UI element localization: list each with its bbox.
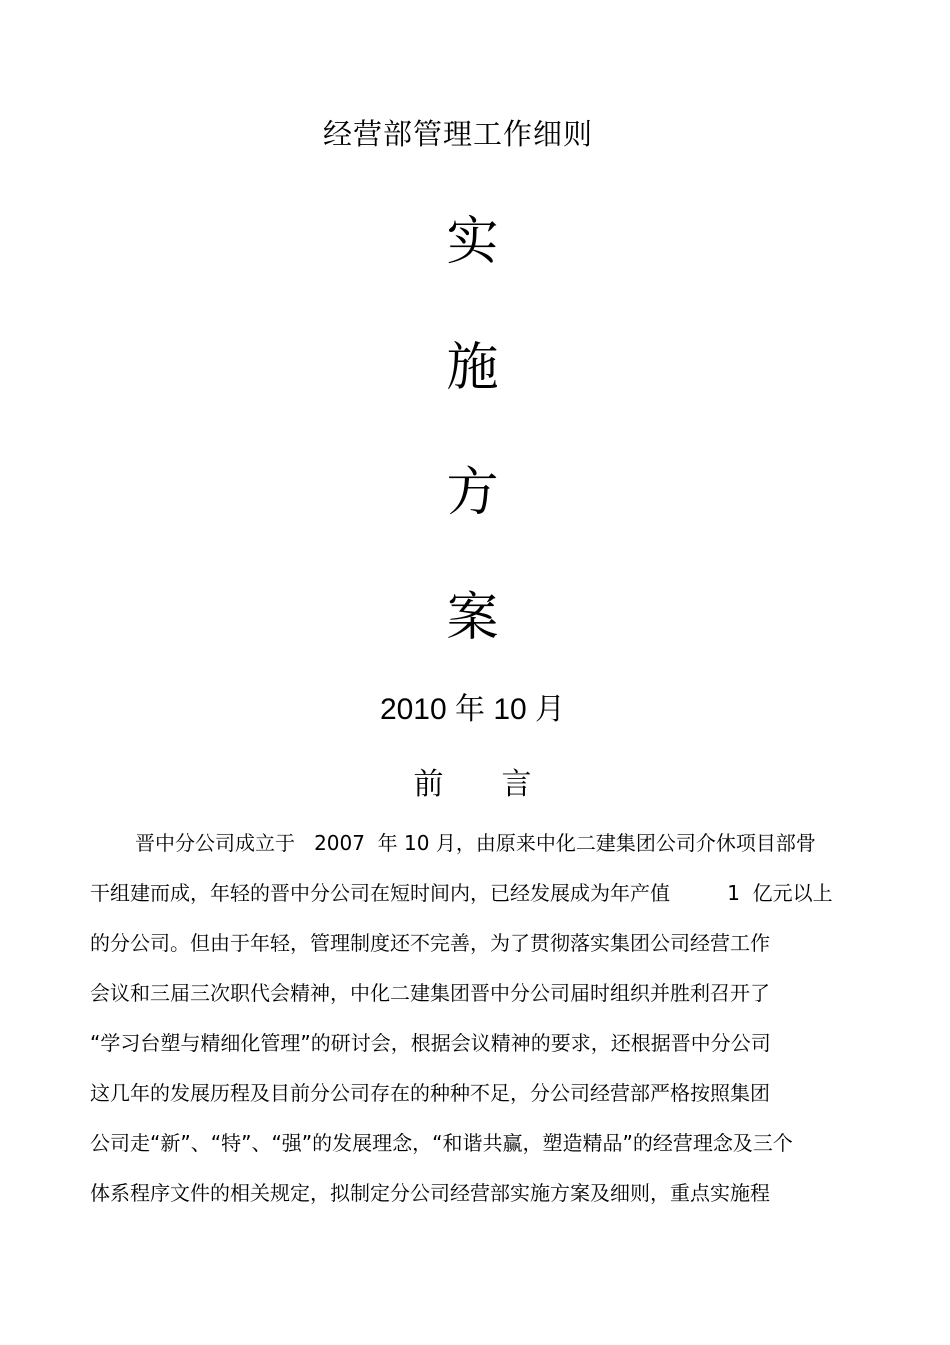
title-char-3: 方 xyxy=(446,463,499,523)
preface-line-1: 晋中分公司成立于 2007 年 10 月，由原来中化二建集团公司介休项目部骨 xyxy=(135,831,816,855)
title-char-1: 实 xyxy=(446,212,499,272)
preface-line-8: 体系程序文件的相关规定，拟制定分公司经营部实施方案及细则，重点实施程 xyxy=(90,1181,770,1205)
title-char-2: 施 xyxy=(446,338,499,398)
preface-line-6: 这几年的发展历程及目前分公司存在的种种不足，分公司经营部严格按照集团 xyxy=(90,1081,770,1105)
preface-heading xyxy=(0,764,945,806)
preface-line-5: “学习台塑与精细化管理”的研讨会，根据会议精神的要求，还根据晋中分公司 xyxy=(90,1031,771,1055)
preface-line-7: 公司走“新”、“特”、“强”的发展理念，“和谐共赢，塑造精品”的经营理念及三个 xyxy=(90,1131,793,1155)
document-date: 2010 年 10 月 xyxy=(379,693,566,726)
title-char-4: 案 xyxy=(446,588,499,648)
preface-heading-char-1: 前 xyxy=(413,767,444,802)
preface-line-3: 的分公司。但由于年轻，管理制度还不完善，为了贯彻落实集团公司经营工作 xyxy=(90,931,770,955)
preface-line-2: 干组建而成，年轻的晋中分公司在短时间内，已经发展成为年产值 1 亿元以上 xyxy=(90,881,833,905)
preface-heading-char-2: 言 xyxy=(501,767,532,802)
preface-line-4: 会议和三届三次职代会精神，中化二建集团晋中分公司届时组织并胜利召开了 xyxy=(90,981,770,1005)
document-subtitle: 经营部管理工作细则 xyxy=(322,117,593,151)
